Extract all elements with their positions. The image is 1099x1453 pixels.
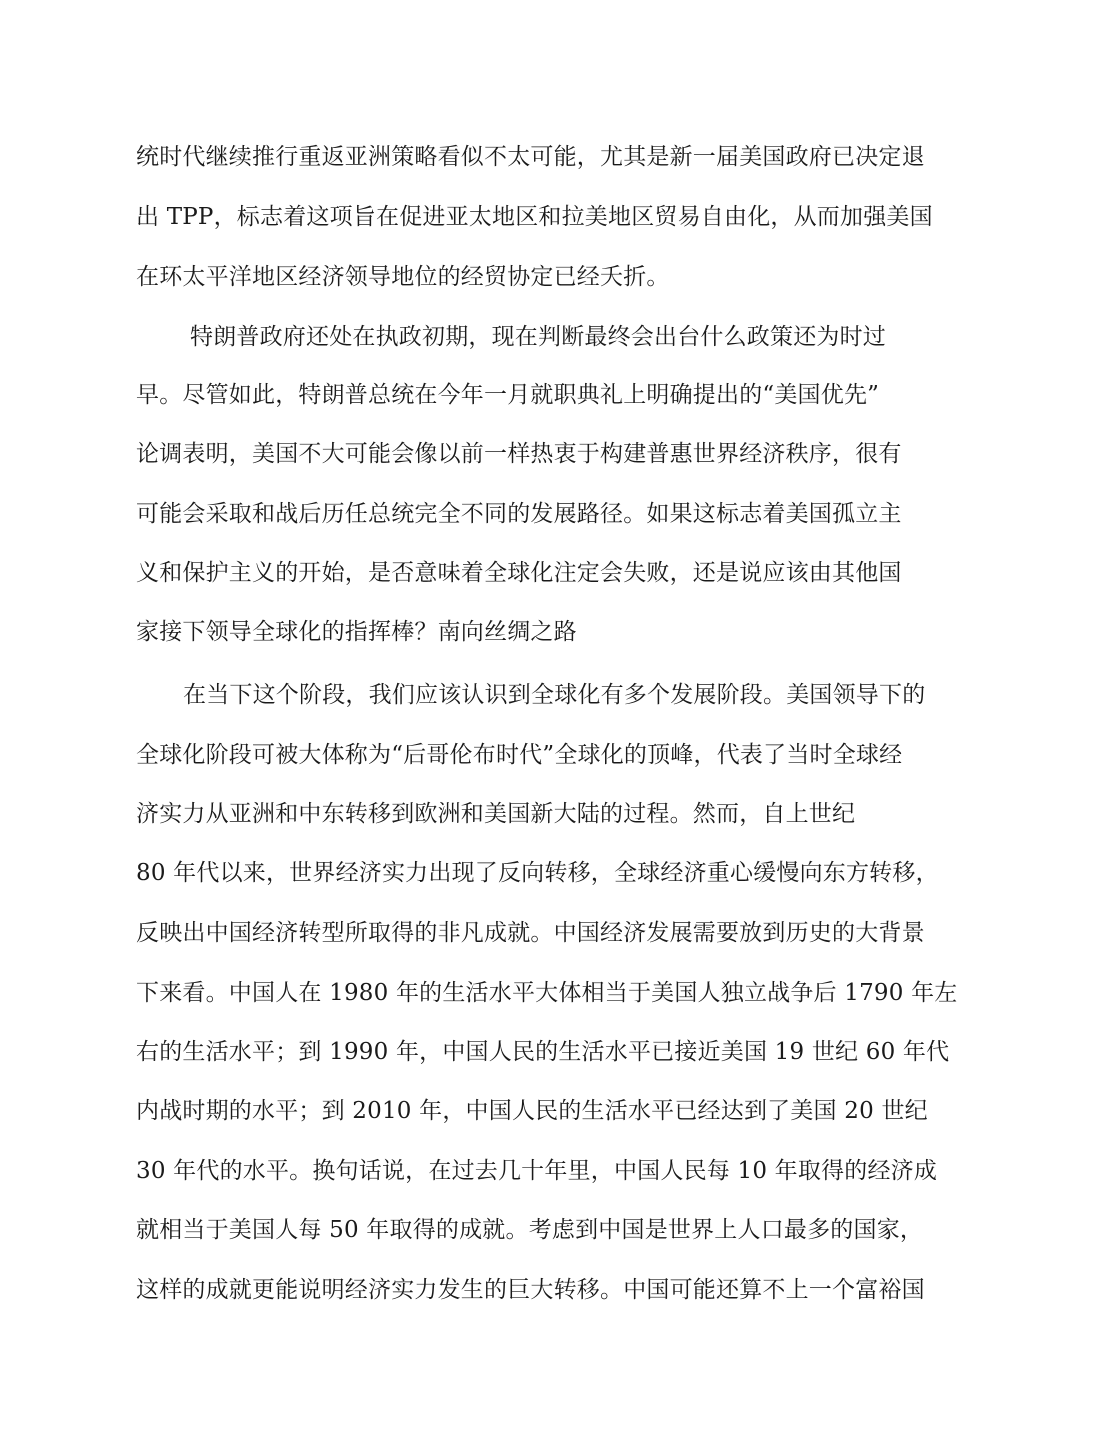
text-line: 右的生活水平；到 1990 年，中国人民的生活水平已接近美国 19 世纪 60 年代 [136, 1039, 950, 1065]
text-line: 出 TPP，标志着这项旨在促进亚太地区和拉美地区贸易自由化，从而加强美国 [136, 204, 933, 230]
text-line: 80 年代以来，世界经济实力出现了反向转移，全球经济重心缓慢向东方转移， [136, 860, 939, 886]
text-line: 论调表明，美国不大可能会像以前一样热衷于构建普惠世界经济秩序，很有 [136, 441, 902, 467]
text-line: 下来看。中国人在 1980 年的生活水平大体相当于美国人独立战争后 1790 年左 [136, 980, 958, 1006]
text-line: 义和保护主义的开始，是否意味着全球化注定会失败，还是说应该由其他国 [136, 560, 902, 586]
text-line: 内战时期的水平；到 2010 年，中国人民的生活水平已经达到了美国 20 世纪 [136, 1098, 928, 1124]
text-line: 在环太平洋地区经济领导地位的经贸协定已经夭折。 [136, 264, 670, 290]
text-line: 可能会采取和战后历任总统完全不同的发展路径。如果这标志着美国孤立主 [136, 501, 902, 527]
text-line: 就相当于美国人每 50 年取得的成就。考虑到中国是世界上人口最多的国家， [136, 1217, 924, 1243]
text-line: 济实力从亚洲和中东转移到欧洲和美国新大陆的过程。然而，自上世纪 [136, 801, 856, 827]
text-line: 30 年代的水平。换句话说，在过去几十年里，中国人民每 10 年取得的经济成 [136, 1158, 938, 1184]
text-line: 全球化阶段可被大体称为“后哥伦布时代”全球化的顶峰，代表了当时全球经 [136, 742, 903, 768]
text-line: 反映出中国经济转型所取得的非凡成就。中国经济发展需要放到历史的大背景 [136, 920, 925, 946]
text-line: 早。尽管如此，特朗普总统在今年一月就职典礼上明确提出的“美国优先” [136, 382, 880, 408]
text-line: 这样的成就更能说明经济实力发生的巨大转移。中国可能还算不上一个富裕国 [136, 1277, 925, 1303]
text-line: 特朗普政府还处在执政初期，现在判断最终会出台什么政策还为时过 [190, 324, 886, 350]
text-line: 在当下这个阶段，我们应该认识到全球化有多个发展阶段。美国领导下的 [183, 682, 926, 708]
text-line: 统时代继续推行重返亚洲策略看似不太可能，尤其是新一届美国政府已决定退 [136, 144, 925, 170]
text-line: 家接下领导全球化的指挥棒？南向丝绸之路 [136, 619, 577, 645]
